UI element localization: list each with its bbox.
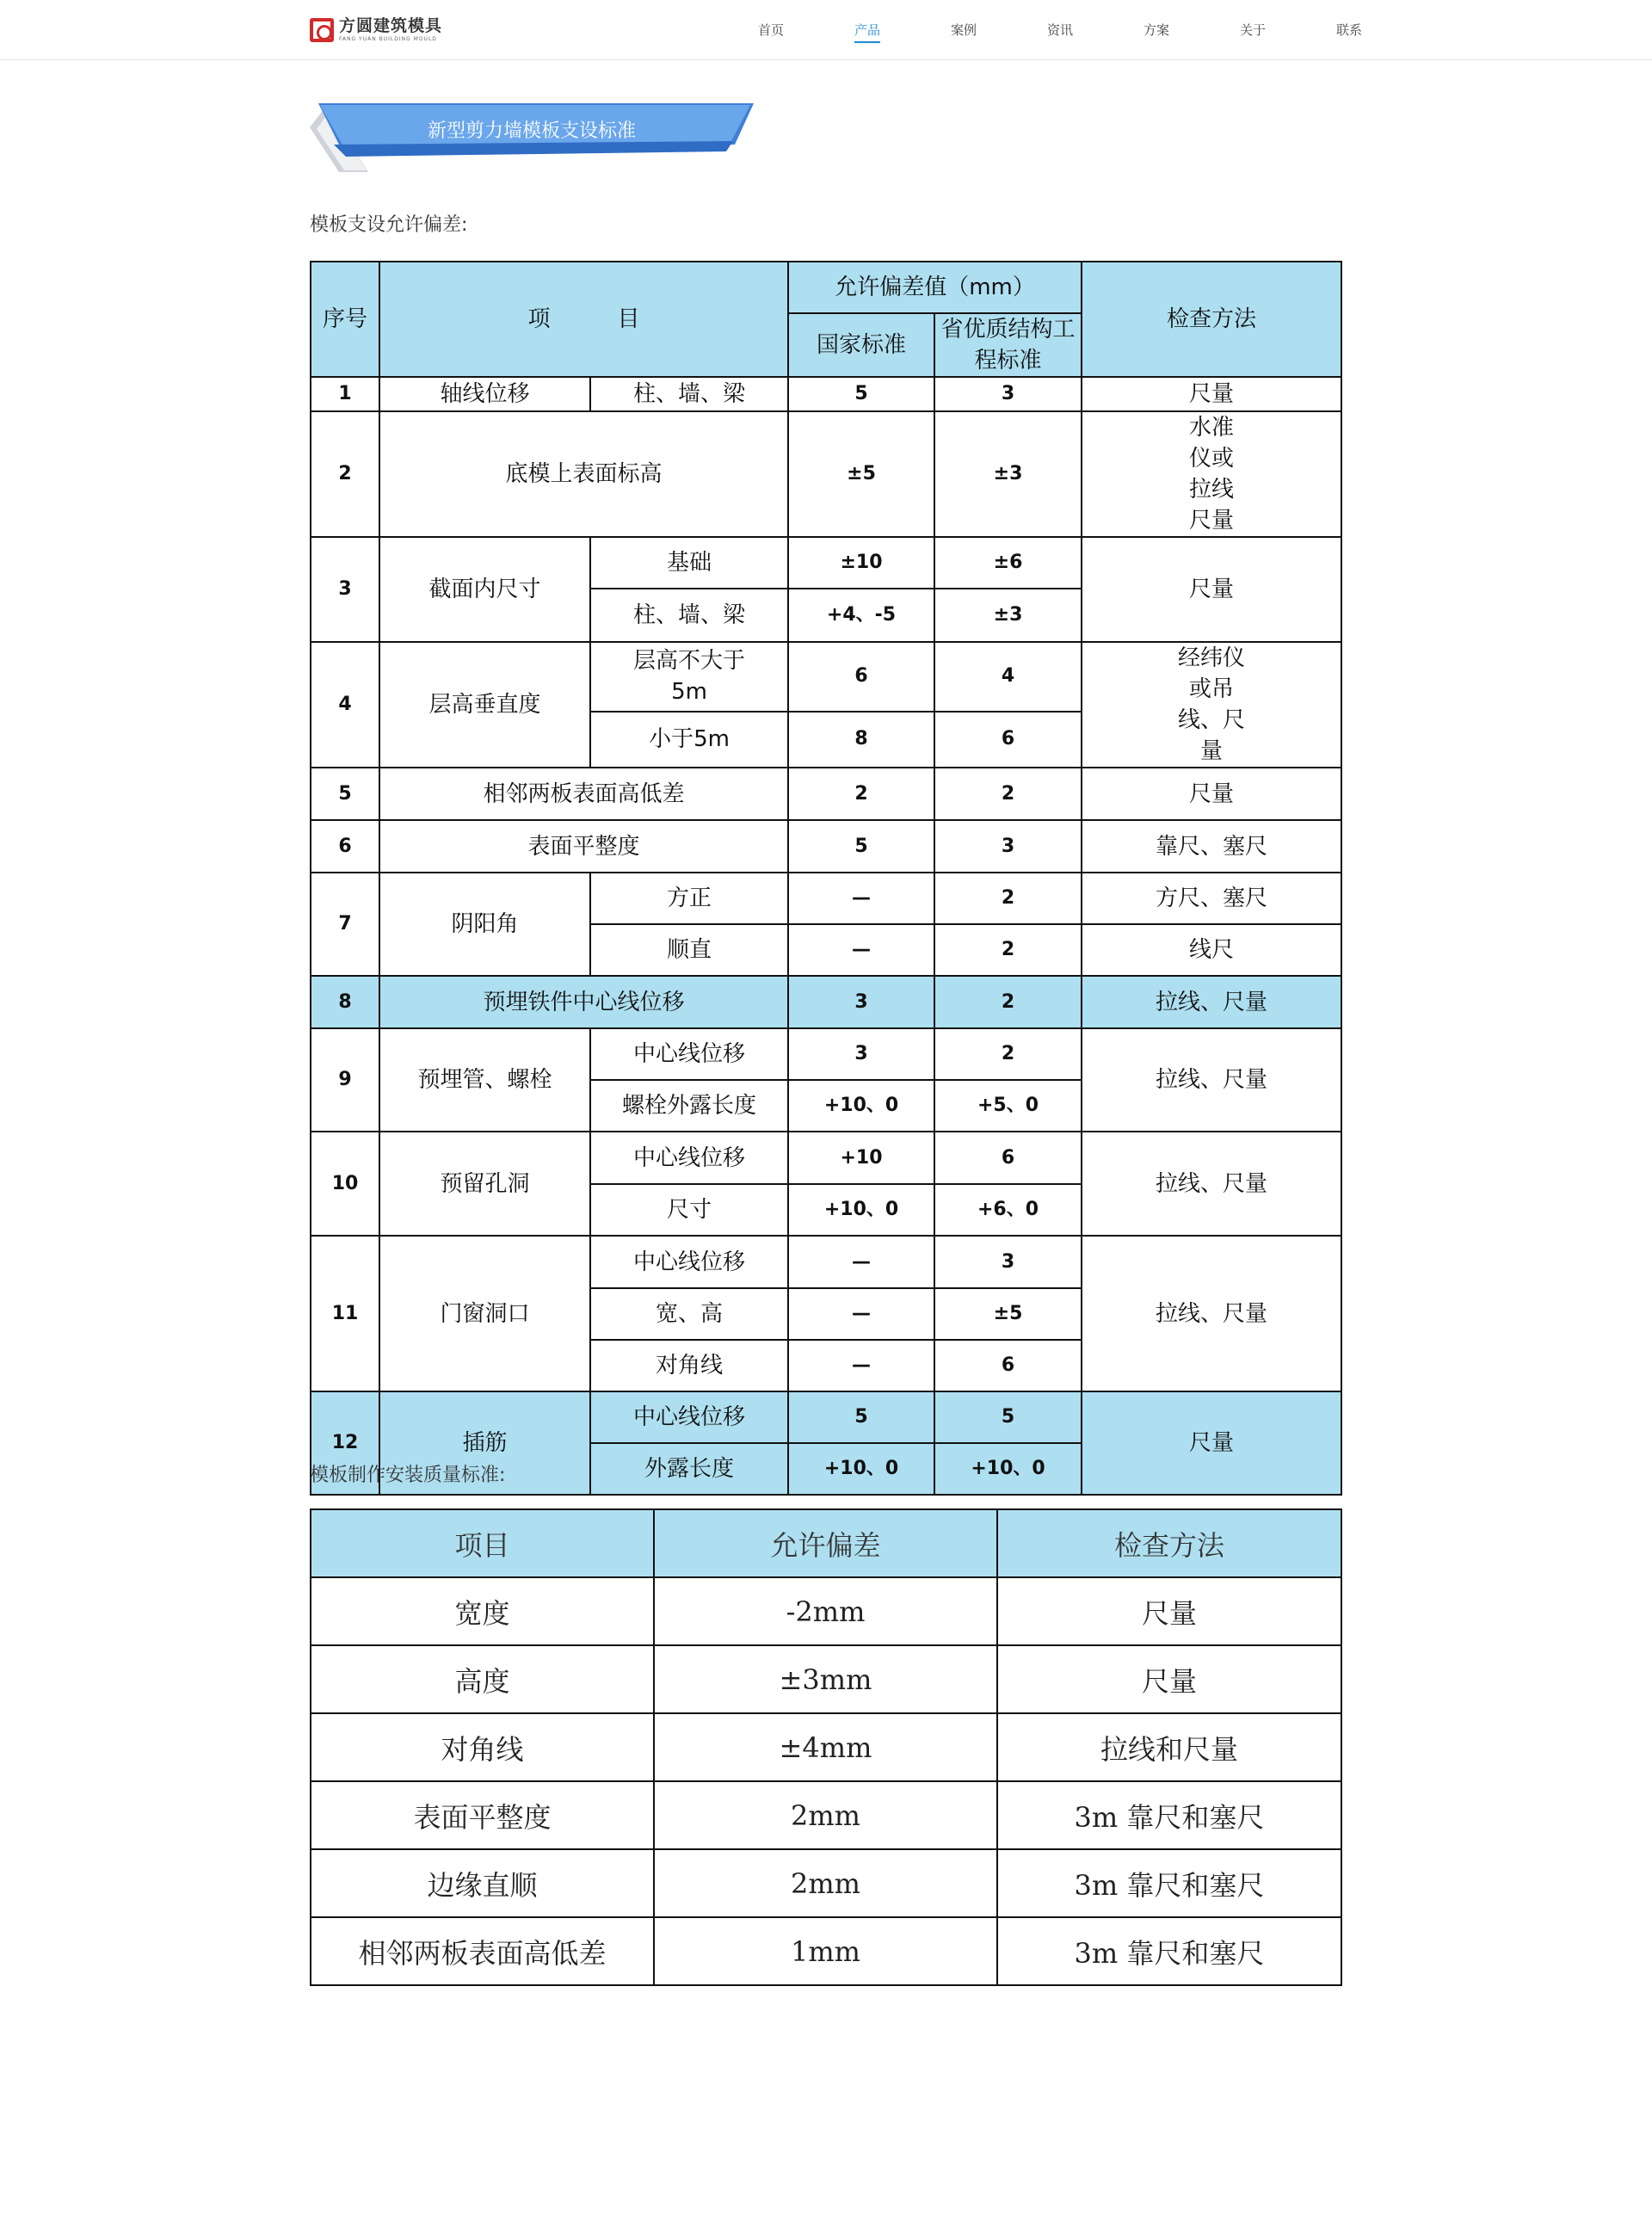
header-provincial: 省优质结构工程标准 bbox=[934, 313, 1082, 377]
header-item: 项 目 bbox=[379, 262, 788, 377]
table-row: 高度 ±3mm 尺量 bbox=[311, 1645, 1341, 1713]
section-label-quality: 模板制作安装质量标准: bbox=[310, 1465, 506, 1486]
table-row: 外露长度 +10、0 +10、0 bbox=[311, 1443, 1341, 1495]
nav-solutions[interactable]: 方案 bbox=[1143, 22, 1169, 38]
quality-table bbox=[310, 1508, 1342, 1986]
section-banner bbox=[308, 102, 755, 172]
table-row: 11 门窗洞口 中心线位移 — 3 拉线、尺量 bbox=[311, 1236, 1341, 1288]
table-row: 宽、高 — ±5 bbox=[311, 1288, 1341, 1340]
table-row: 表面平整度 2mm 3m 靠尺和塞尺 bbox=[311, 1781, 1341, 1849]
tolerance-table bbox=[310, 261, 1342, 1496]
nav-products[interactable]: 产品 bbox=[819, 0, 915, 60]
logo-icon bbox=[310, 18, 334, 42]
table-row: 柱、墙、梁 +4、-5 ±3 bbox=[311, 589, 1341, 642]
header-method: 检查方法 bbox=[1082, 262, 1341, 377]
table-row: 4 层高垂直度 层高不大于5m 6 4 经纬仪或吊线、尺量 bbox=[311, 642, 1341, 712]
table-row: 尺寸 +10、0 +6、0 bbox=[311, 1184, 1341, 1236]
table-row: 宽度 -2mm 尺量 bbox=[311, 1577, 1341, 1645]
table-row: 对角线 ±4mm 拉线和尺量 bbox=[311, 1713, 1341, 1781]
nav-home[interactable]: 首页 bbox=[757, 22, 784, 38]
table-row: 12 插筋 中心线位移 5 5 尺量 bbox=[311, 1391, 1341, 1443]
site-header bbox=[0, 0, 1652, 60]
table-row: 5 相邻两板表面高低差 2 2 尺量 bbox=[311, 768, 1341, 820]
header-tolerance: 允许偏差 bbox=[654, 1509, 997, 1577]
nav-cases[interactable]: 案例 bbox=[950, 22, 977, 38]
table-row: 顺直 — 2 线尺 bbox=[311, 924, 1341, 976]
nav-contact[interactable]: 联系 bbox=[1335, 22, 1362, 38]
nav-news[interactable]: 资讯 bbox=[1046, 22, 1073, 38]
table-row: 10 预留孔洞 中心线位移 +10 6 拉线、尺量 bbox=[311, 1132, 1341, 1184]
header-method: 检查方法 bbox=[997, 1509, 1341, 1577]
nav-about[interactable]: 关于 bbox=[1239, 22, 1266, 38]
main-nav bbox=[723, 0, 1397, 60]
header-tolerance: 允许偏差值（mm） bbox=[788, 262, 1082, 313]
header-seq: 序号 bbox=[311, 262, 379, 377]
table-row: 8 预埋铁件中心线位移 3 2 拉线、尺量 bbox=[311, 976, 1341, 1028]
table-header-row bbox=[311, 1509, 1341, 1577]
table-row: 小于5m 8 6 bbox=[311, 712, 1341, 768]
table-row: 6 表面平整度 5 3 靠尺、塞尺 bbox=[311, 820, 1341, 873]
header-national: 国家标准 bbox=[788, 313, 934, 377]
logo-tagline: FANG YUAN BUILDING MOULD bbox=[339, 36, 437, 42]
banner-title: 新型剪力墙模板支设标准 bbox=[427, 120, 636, 142]
table-row: 边缘直顺 2mm 3m 靠尺和塞尺 bbox=[311, 1849, 1341, 1917]
table-row: 对角线 — 6 bbox=[311, 1340, 1341, 1391]
table-row: 9 预埋管、螺栓 中心线位移 3 2 拉线、尺量 bbox=[311, 1028, 1341, 1080]
table-row: 螺栓外露长度 +10、0 +5、0 bbox=[311, 1080, 1341, 1132]
table-row: 7 阴阳角 方正 — 2 方尺、塞尺 bbox=[311, 873, 1341, 924]
logo-name: 方圆建筑模具 bbox=[339, 16, 443, 35]
header-item: 项目 bbox=[311, 1509, 654, 1577]
section-label-tolerance: 模板支设允许偏差: bbox=[310, 214, 468, 236]
logo[interactable] bbox=[310, 15, 442, 45]
table-row: 相邻两板表面高低差 1mm 3m 靠尺和塞尺 bbox=[311, 1917, 1341, 1985]
table-row: 2 底模上表面标高 ±5 ±3 水准仪或拉线尺量 bbox=[311, 411, 1341, 537]
table-row: 3 截面内尺寸 基础 ±10 ±6 尺量 bbox=[311, 537, 1341, 589]
table-row: 1 轴线位移 柱、墙、梁 5 3 尺量 bbox=[311, 377, 1341, 411]
